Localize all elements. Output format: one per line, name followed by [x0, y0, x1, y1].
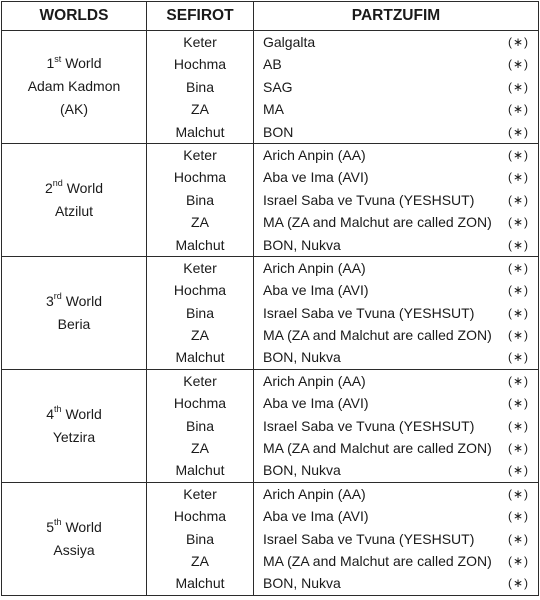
world-name-cell	[2, 143, 147, 256]
world-number: 4	[46, 405, 55, 422]
ordinal-suffix: nd	[52, 178, 63, 189]
world-row	[2, 482, 539, 595]
partzuf-name: BON, Nukva	[263, 236, 341, 253]
partzuf-name: Arich Anpin (AA)	[263, 372, 366, 389]
partzuf-entry	[254, 144, 538, 166]
sefira-name: Malchut	[175, 349, 225, 366]
world-word: World	[65, 292, 102, 309]
sefira-name: Bina	[185, 530, 215, 547]
sefira-name: Bina	[185, 191, 215, 208]
partzuf-entry	[254, 76, 538, 98]
sefira-name: ZA	[191, 101, 209, 118]
asterisk-marker-icon: (∗)	[507, 373, 529, 388]
table-header	[2, 2, 539, 31]
sefira-name: Hochma	[173, 169, 227, 186]
partzuf-entry	[254, 211, 538, 233]
partzuf-entry	[254, 324, 538, 346]
partzufim-cell	[254, 369, 539, 482]
world-ordinal	[2, 516, 146, 539]
partzuf-name: BON, Nukva	[263, 462, 341, 479]
sefirot-cell	[147, 143, 254, 256]
world-title-line: Assiya	[53, 541, 95, 558]
partzuf-entry	[254, 437, 538, 459]
sefirot-cell	[147, 482, 254, 595]
partzuf-entry	[254, 459, 538, 481]
sefira-name: Hochma	[173, 56, 227, 73]
asterisk-marker-icon: (∗)	[507, 35, 529, 49]
partzuf-name: MA	[263, 101, 284, 118]
world-name-cell	[2, 256, 147, 369]
worlds-table	[1, 1, 539, 596]
world-name-cell	[2, 482, 147, 595]
partzuf-entry	[254, 279, 538, 301]
sefira-name: ZA	[191, 552, 209, 569]
partzuf-entry	[254, 257, 538, 279]
column-header-partzufim: PARTZUFIM	[254, 2, 539, 31]
partzuf-name: Israel Saba ve Tvuna (YESHSUT)	[263, 304, 475, 321]
ordinal-suffix: th	[54, 517, 62, 528]
world-ordinal	[2, 177, 146, 200]
sefira-name: Malchut	[175, 462, 225, 479]
world-title-line: (AK)	[60, 101, 88, 118]
partzuf-entry	[254, 98, 538, 120]
partzuf-name: Galgalta	[263, 34, 316, 50]
column-header-worlds: WORLDS	[2, 2, 147, 31]
asterisk-marker-icon: (∗)	[507, 305, 529, 320]
partzuf-entry	[254, 415, 538, 437]
world-title-line: Beria	[57, 315, 91, 332]
partzuf-name: MA (ZA and Malchut are called ZON)	[263, 440, 492, 457]
partzuf-name: Israel Saba ve Tvuna (YESHSUT)	[263, 417, 475, 434]
asterisk-marker-icon: (∗)	[507, 124, 529, 139]
partzuf-entry	[254, 483, 538, 505]
sefira-name: Hochma	[173, 395, 227, 412]
asterisk-marker-icon: (∗)	[507, 192, 529, 207]
header-row	[2, 2, 539, 31]
sefira-name: Keter	[183, 259, 217, 276]
partzuf-entry	[254, 166, 538, 188]
asterisk-marker-icon: (∗)	[507, 102, 529, 117]
sefira-name: Malchut	[175, 575, 225, 592]
partzuf-name: MA (ZA and Malchut are called ZON)	[263, 552, 492, 569]
partzuf-entry	[254, 346, 538, 368]
world-word: World	[66, 179, 103, 196]
sefira-name: ZA	[191, 214, 209, 231]
partzuf-name: Arich Anpin (AA)	[263, 146, 366, 163]
partzufim-cell	[254, 31, 539, 144]
world-row	[2, 143, 539, 256]
partzuf-name: MA (ZA and Malchut are called ZON)	[263, 214, 492, 231]
partzuf-entry	[254, 528, 538, 550]
ordinal-suffix: rd	[53, 291, 62, 302]
partzuf-name: Israel Saba ve Tvuna (YESHSUT)	[263, 530, 475, 547]
world-name-cell	[2, 31, 147, 144]
ordinal-suffix: st	[54, 53, 62, 64]
partzuf-entry	[254, 121, 538, 143]
sefira-name: Keter	[183, 372, 217, 389]
world-ordinal	[2, 52, 146, 75]
partzufim-cell	[254, 482, 539, 595]
sefira-name: Bina	[185, 417, 215, 434]
partzuf-name: Israel Saba ve Tvuna (YESHSUT)	[263, 191, 475, 208]
world-number: 3	[45, 292, 54, 309]
asterisk-marker-icon: (∗)	[507, 350, 529, 365]
asterisk-marker-icon: (∗)	[507, 237, 529, 252]
world-number: 1	[46, 55, 55, 72]
partzuf-name: AB	[263, 56, 282, 73]
asterisk-marker-icon: (∗)	[507, 486, 529, 501]
sefira-name: Keter	[183, 146, 217, 163]
partzuf-name: MA (ZA and Malchut are called ZON)	[263, 327, 492, 344]
column-header-sefirot: SEFIROT	[147, 2, 254, 31]
sefira-name: Hochma	[173, 508, 227, 525]
world-row	[2, 256, 539, 369]
asterisk-marker-icon: (∗)	[507, 553, 529, 568]
world-title-line: Atzilut	[54, 202, 94, 219]
world-row	[2, 31, 539, 144]
partzufim-cell	[254, 143, 539, 256]
asterisk-marker-icon: (∗)	[507, 463, 529, 478]
partzuf-name: Aba ve Ima (AVI)	[263, 282, 369, 299]
partzuf-name: SAG	[263, 78, 293, 95]
sefira-name: Keter	[183, 485, 217, 502]
partzuf-entry	[254, 302, 538, 324]
asterisk-marker-icon: (∗)	[507, 531, 529, 546]
partzuf-name: Aba ve Ima (AVI)	[263, 395, 369, 412]
partzuf-entry	[254, 234, 538, 256]
partzuf-name: Aba ve Ima (AVI)	[263, 508, 369, 525]
partzuf-name: BON, Nukva	[263, 575, 341, 592]
asterisk-marker-icon: (∗)	[507, 215, 529, 230]
world-word: World	[65, 405, 102, 422]
partzuf-name: Aba ve Ima (AVI)	[263, 169, 369, 186]
partzuf-name: BON	[263, 123, 294, 140]
partzuf-entry	[254, 505, 538, 527]
partzuf-entry	[254, 53, 538, 75]
sefira-name: ZA	[191, 440, 209, 457]
ordinal-suffix: th	[54, 404, 62, 415]
world-title-line: Yetzira	[52, 428, 96, 445]
asterisk-marker-icon: (∗)	[507, 396, 529, 411]
table-body	[2, 31, 539, 596]
sefira-name: ZA	[191, 327, 209, 344]
sefira-name: Bina	[185, 78, 215, 95]
partzuf-name: Arich Anpin (AA)	[263, 485, 366, 502]
asterisk-marker-icon: (∗)	[507, 283, 529, 298]
sefirot-cell	[147, 256, 254, 369]
partzuf-entry	[254, 31, 538, 53]
world-number: 5	[46, 518, 55, 535]
sefira-name: Bina	[185, 304, 215, 321]
asterisk-marker-icon: (∗)	[507, 57, 529, 72]
partzuf-name: BON, Nukva	[263, 349, 341, 366]
world-word: World	[65, 55, 102, 72]
partzuf-entry	[254, 370, 538, 392]
asterisk-marker-icon: (∗)	[507, 441, 529, 456]
asterisk-marker-icon: (∗)	[507, 418, 529, 433]
world-number: 2	[44, 179, 53, 196]
asterisk-marker-icon: (∗)	[507, 170, 529, 185]
partzufim-cell	[254, 256, 539, 369]
partzuf-entry	[254, 392, 538, 414]
world-row	[2, 369, 539, 482]
partzuf-entry	[254, 189, 538, 211]
asterisk-marker-icon: (∗)	[507, 509, 529, 524]
world-ordinal	[2, 403, 146, 426]
asterisk-marker-icon: (∗)	[507, 147, 529, 162]
partzuf-name: Arich Anpin (AA)	[263, 259, 366, 276]
world-name-cell	[2, 369, 147, 482]
sefira-name: Malchut	[175, 236, 225, 253]
sefirot-cell	[147, 369, 254, 482]
world-word: World	[65, 518, 102, 535]
asterisk-marker-icon: (∗)	[507, 79, 529, 94]
sefira-name: Hochma	[173, 282, 227, 299]
world-title-line: Adam Kadmon	[27, 78, 121, 95]
asterisk-marker-icon: (∗)	[507, 260, 529, 275]
sefira-name: Malchut	[175, 123, 225, 140]
asterisk-marker-icon: (∗)	[507, 576, 529, 591]
sefira-name: Keter	[183, 34, 217, 50]
asterisk-marker-icon: (∗)	[507, 328, 529, 343]
partzuf-entry	[254, 550, 538, 572]
sefirot-cell	[147, 31, 254, 144]
partzuf-entry	[254, 572, 538, 594]
world-ordinal	[2, 290, 146, 313]
